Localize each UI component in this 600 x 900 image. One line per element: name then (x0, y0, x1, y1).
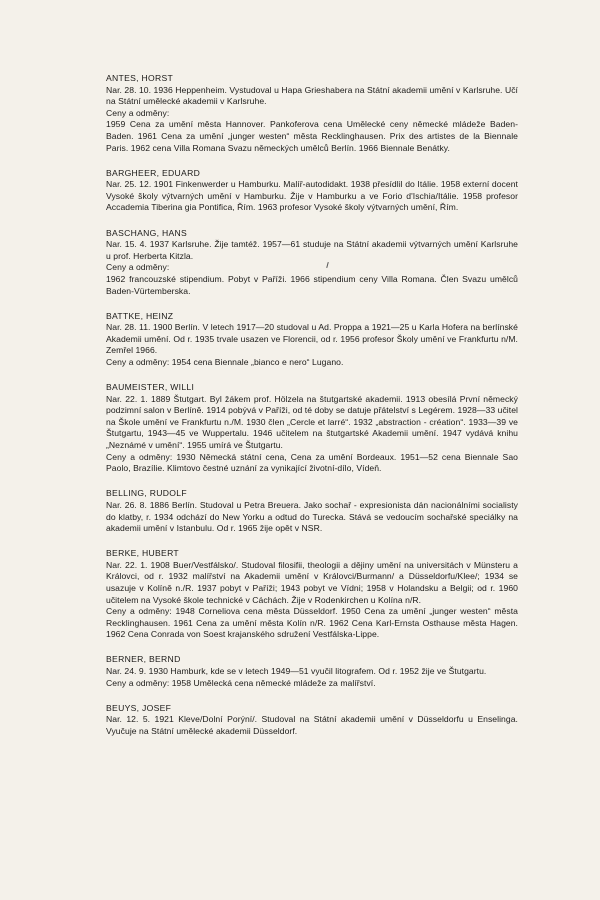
entry-name: BAUMEISTER, WILLI (106, 382, 195, 393)
entry-awards: Ceny a odměny: 1958 Umělecká cena německé mládeže za malířství. (106, 677, 376, 688)
entry-name: ANTES, HORST (106, 73, 174, 83)
entry-berke (106, 548, 518, 641)
entry-bio: Nar. 26. 8. 1886 Berlín. Studoval u Petra Breuera. Jako sochař - expresionista dán nacionálními socialisty do klatby, r. 1934 odchází do New Yorku a odtud do Turecka. Stává se vedoucím sochařské speciálky na akademii umění v Istanbulu. Od r. 1965 žije opět v NSR. (106, 499, 518, 534)
entry-berner (106, 654, 518, 689)
entry-bio: Nar. 22. 1. 1908 Buer/Vestfálsko/. Studoval filosifii, theologii a dějiny umění na universitách v Münsteru a Královci, od r. 1932 malířství na Akademii umění v Královci/Burmann/ a Düsseldorfu/Klee/; 1934 se usazuje v Kolíně n./R. 1937 pobyt v Paříži; 1943 pobyt ve Vídni; 1958 v Holandsku a Belgii; od r. 1960 učitelem na Vysoké škole technické v Cáchách. Žije v Rodenkirchen u Kolína n/R. (106, 559, 518, 605)
entry-bio: Nar. 28. 11. 1900 Berlín. V letech 1917—20 studoval u Ad. Proppa a 1921—25 u Karla Hofera na berlínské Akademii umění. Od r. 1935 trvale usazen ve Florencii, od r. 1956 profesor Školy umění ve Frankfurtu n/M. Zemřel 1966. (106, 322, 518, 356)
entry-bio: Nar. 15. 4. 1937 Karlsruhe. Žije tamtéž. 1957—61 studuje na Státní akademii výtvarných umění Karlsruhe u prof. Herberta Kitzla. (106, 239, 518, 261)
entry-name: BEUYS, JOSEF (106, 702, 172, 713)
entry-awards: 1959 Cena za umění města Hannover. Pankoferova cena Umělecké ceny německé mládeže Baden-Baden. 1961 Cena za umění „junger westen“ města Recklinghausen. Prix des artistes de la Biennale Paris. 1962 cena Villa Romana Svazu německých umělců Berlín. 1966 Biennale Benátky. (106, 119, 518, 153)
entry-name: BASCHANG, HANS (106, 227, 188, 238)
entry-name: BATTKE, HEINZ (106, 310, 174, 321)
entry-baschang (106, 228, 518, 298)
entry-belling (106, 488, 518, 534)
entry-bargheer (106, 168, 518, 214)
awards-heading: Ceny a odměny: (106, 107, 170, 118)
entry-name: BERKE, HUBERT (106, 548, 179, 559)
entry-name: BELLING, RUDOLF (106, 488, 187, 499)
entry-name: BARGHEER, EDUARD (106, 167, 201, 178)
entry-bio: Nar. 22. 1. 1889 Štutgart. Byl žákem prof. Hölzela na štutgartské akademii. 1913 obesílá První německý podzimní salon v Berlíně. 1914 pobývá v Paříži, od té doby se datuje přátelství s Legérem. 1928—33 učitel na Škole umění ve Frankfurtu n./M. 1930 člen „Cercle et larré“. 1932 „abstraction - création“. 1933—39 ve Štutgartu, 1943—45 ve Wuppertalu. 1946 učitelem na štutgartské Akademii umění. 1947 vydává knihu „Neznámé v umění“. 1955 umírá ve Štutgartu. (106, 393, 518, 451)
entry-bio: Nar. 12. 5. 1921 Kleve/Dolní Porýní/. Studoval na Státní akademii umění v Düsseldorfu u Enselinga. Vyučuje na Státní umělecké akademii Düsseldorf. (106, 714, 518, 736)
entry-awards: Ceny a odměny: 1930 Německá státní cena, Cena za umění Bordeaux. 1951—52 cena Biennale Sao Paolo, Brazílie. Klimtovo čestné uznání za vynikající životní-dílo, Vídeň. (106, 451, 518, 474)
entry-beuys (106, 703, 518, 738)
entry-battke (106, 311, 518, 369)
entry-name: BERNER, BERND (106, 654, 181, 665)
entry-awards: Ceny a odměny: 1948 Corneliova cena města Düsseldorf. 1950 Cena za umění „junger westen“ města Recklinghausen. 1961 Cena za umění města Kolín n/R. 1962 Cena Karl-Ernsta Osthause města Hagen. 1962 Cena Conrada von Soest krajanského sdružení Vestfálska-Lippe. (106, 606, 518, 640)
entry-bio: Nar. 25. 12. 1901 Finkenwerder u Hamburku. Malíř-autodidakt. 1938 přesídlil do Itálie. 1958 externí docent Vysoké školy výtvarných umění v Hamburku. Žije v Hamburku a ve Forio d'Ischia/Itálie. 1958 profesor Accademia Tiberina gia Pontifica, Řím. 1963 profesor Vysoké školy výtvarných umění, Řím. (106, 179, 518, 213)
entry-baumeister (106, 382, 518, 475)
artist-entries (106, 73, 518, 751)
entry-antes (106, 73, 518, 154)
entry-bio: Nar. 28. 10. 1936 Heppenheim. Vystudoval u Hapa Grieshabera na Státní akademii umění v Karlsruhe. Učí na Státní umělecké akademii v Karlsruhe. (106, 84, 518, 107)
awards-heading: Ceny a odměny: (106, 262, 170, 273)
entry-bio: Nar. 24. 9. 1930 Hamburk, kde se v letech 1949—51 vyučil litografem. Od r. 1952 žije ve Štutgartu. (106, 666, 487, 677)
entry-awards: 1962 francouzské stipendium. Pobyt v Paříži. 1966 stipendium ceny Villa Romana. Člen Svazu umělců Baden-Vürtemberska. (106, 273, 518, 296)
entry-awards: Ceny a odměny: 1954 cena Biennale „bianco e nero“ Lugano. (106, 356, 344, 367)
